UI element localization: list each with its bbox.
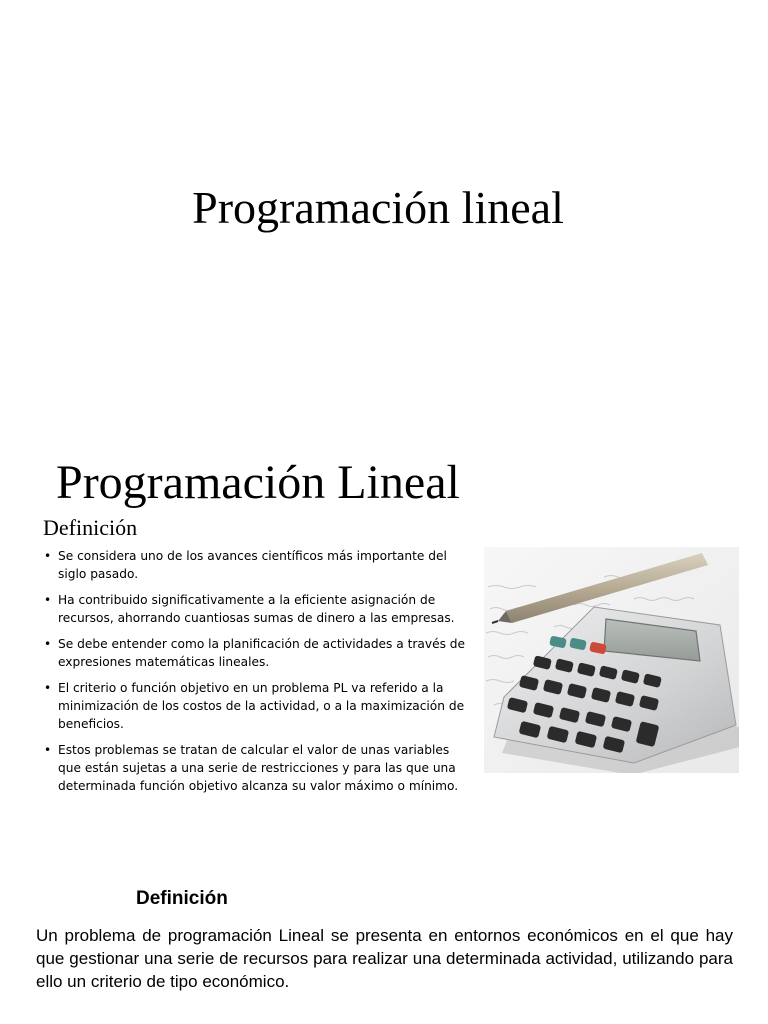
bullet-text: Se debe entender como la planificación de actividades a través de expresiones matemáticas lineales. xyxy=(58,637,466,669)
bullet-item xyxy=(44,635,474,671)
calculator-pen-photo xyxy=(484,547,739,773)
bullet-dot: • xyxy=(44,743,52,757)
bullet-item xyxy=(44,679,474,733)
bullet-dot: • xyxy=(44,549,52,563)
bullet-item xyxy=(44,547,474,583)
definition-paragraph: Un problema de programación Lineal se presenta en entornos económicos en el que hay que gestionar una serie de recursos para realizar una determinada actividad, utilizando para ello un criterio de tipo económico. xyxy=(36,926,733,991)
bullet-text: Estos problemas se tratan de calcular el valor de unas variables que están sujetas a una serie de restricciones y para las que una determinada función objetivo alcanza su valor máximo o mínimo. xyxy=(58,743,459,793)
bullet-text: Ha contribuido significativamente a la eficiente asignación de recursos, ahorrando cuantiosas sumas de dinero a las empresas. xyxy=(58,593,455,625)
bullet-item xyxy=(44,741,474,795)
bullet-text: Se considera uno de los avances científicos más importante del siglo pasado. xyxy=(58,549,447,581)
definition-heading: Definición xyxy=(136,888,228,909)
bullet-dot: • xyxy=(44,593,52,607)
bullet-dot: • xyxy=(44,681,52,695)
section-title: Programación Lineal xyxy=(56,456,460,509)
definition-subtitle: Definición xyxy=(43,515,138,540)
bullet-dot: • xyxy=(44,637,52,651)
slide-title: Programación lineal xyxy=(192,182,564,233)
bullet-item xyxy=(44,591,474,627)
bullet-text: El criterio o función objetivo en un problema PL va referido a la minimización de los costos de la actividad, o a la maximización de beneficios. xyxy=(58,681,465,731)
definition-bullet-list xyxy=(44,547,474,803)
